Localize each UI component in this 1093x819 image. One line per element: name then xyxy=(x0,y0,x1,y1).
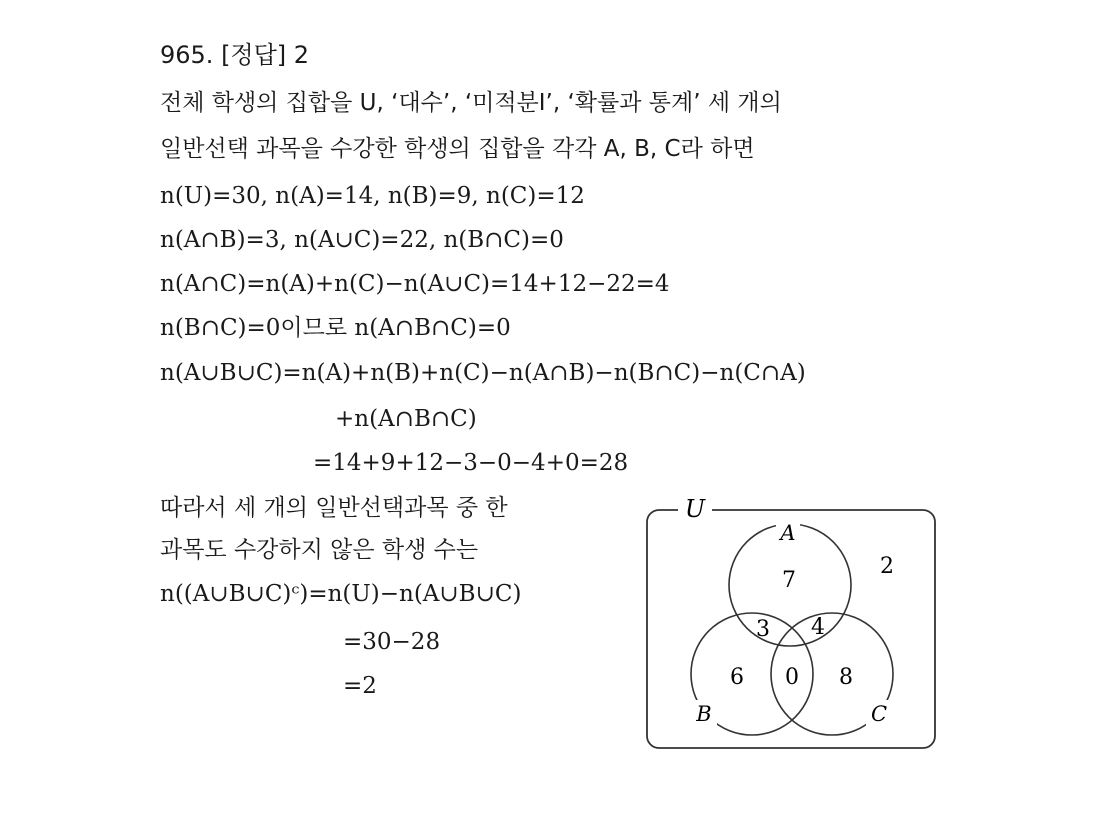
text-line-12: n((A∪B∪C)ᶜ)=n(U)−n(A∪B∪C) xyxy=(160,581,522,607)
text-line-5: n(A∩C)=n(A)+n(C)−n(A∪C)=14+12−22=4 xyxy=(160,271,670,297)
text-line-6: n(B∩C)=0이므로 n(A∩B∩C)=0 xyxy=(160,315,511,341)
venn-diagram xyxy=(640,488,940,753)
text-line-1: 전체 학생의 집합을 U, ‘대수’, ‘미적분Ⅰ’, ‘확률과 통계’ 세 개의 xyxy=(160,90,782,116)
text-line-7: n(A∪B∪C)=n(A)+n(B)+n(C)−n(A∩B)−n(B∩C)−n(C∩A) xyxy=(160,360,806,386)
region-only-a: 7 xyxy=(782,568,796,593)
universe-label: U xyxy=(684,495,706,523)
text-line-2: 일반선택 과목을 수강한 학생의 집합을 각각 A, B, C라 하면 xyxy=(160,136,755,162)
set-a-label: A xyxy=(780,521,796,545)
text-line-9: =14+9+12−3−0−4+0=28 xyxy=(313,450,629,476)
text-line-11: 과목도 수강하지 않은 학생 수는 xyxy=(160,537,479,563)
text-line-3: n(U)=30, n(A)=14, n(B)=9, n(C)=12 xyxy=(160,183,585,209)
region-b-and-c: 0 xyxy=(785,665,799,690)
region-outside: 2 xyxy=(880,554,894,579)
text-line-8: +n(A∩B∩C) xyxy=(335,406,477,432)
text-line-10: 따라서 세 개의 일반선택과목 중 한 xyxy=(160,495,508,521)
set-b-label: B xyxy=(696,702,712,726)
region-a-and-b: 3 xyxy=(756,617,770,642)
region-only-c: 8 xyxy=(839,665,853,690)
region-a-and-c: 4 xyxy=(811,615,825,640)
answer-header: 965. [정답] 2 xyxy=(160,41,310,69)
text-line-13: =30−28 xyxy=(343,629,441,655)
set-c-label: C xyxy=(870,702,888,726)
text-line-14: =2 xyxy=(343,673,377,699)
region-only-b: 6 xyxy=(730,665,744,690)
text-line-4: n(A∩B)=3, n(A∪C)=22, n(B∩C)=0 xyxy=(160,227,564,253)
